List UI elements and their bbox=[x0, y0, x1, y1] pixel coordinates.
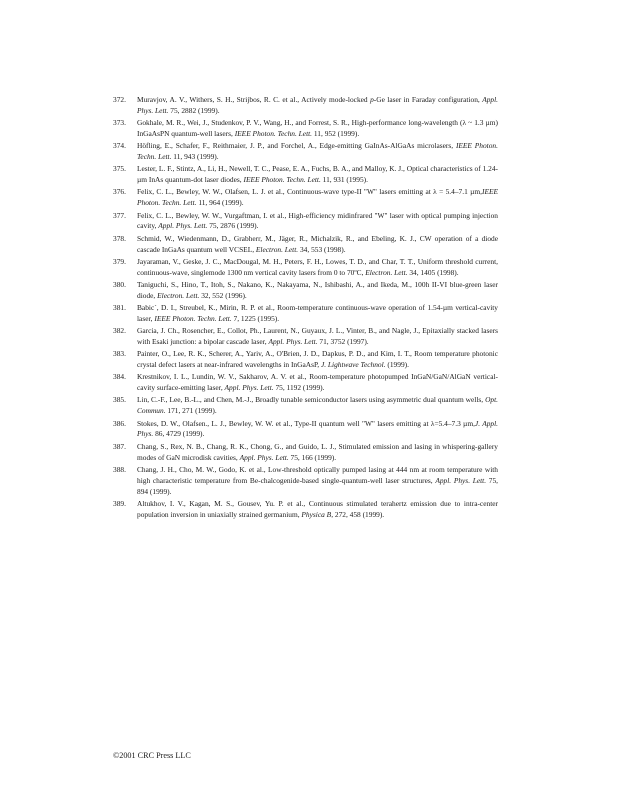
reference-entry bbox=[113, 164, 498, 186]
reference-entry bbox=[113, 234, 498, 256]
reference-journal: J. Lightwave Technol. bbox=[320, 360, 386, 370]
reference-text bbox=[137, 95, 498, 117]
reference-number: 382. bbox=[113, 326, 126, 336]
reference-entry bbox=[113, 95, 498, 117]
reference-segment: 75, 894 (1999). bbox=[137, 475, 499, 496]
reference-segment: 171, 271 (1999). bbox=[165, 406, 217, 416]
reference-segment: 34, 553 (1998). bbox=[298, 244, 346, 254]
reference-entry bbox=[113, 395, 498, 417]
reference-segment: 11, 964 (1999). bbox=[196, 198, 244, 208]
reference-number: 384. bbox=[113, 372, 126, 382]
reference-segment: Muravjov, A. V., Withers, S. H., Strijbos, R. C. et al., Actively mode-locked bbox=[137, 95, 371, 104]
reference-segment: 11, 931 (1995). bbox=[320, 175, 368, 185]
reference-segment: Taniguchi, S., Hino, T., Itoh, S., Nakano, K., Nakayama, N., Ishibashi, A., and Ikeda, M., 100h II-VI blue-green laser diode, bbox=[137, 279, 498, 300]
reference-text bbox=[137, 164, 498, 186]
reference-segment: 34, 1405 (1998). bbox=[407, 267, 459, 277]
reference-entry bbox=[113, 141, 498, 163]
reference-segment: -Ge laser in Faraday configuration, bbox=[373, 95, 483, 104]
reference-segment: Jayaraman, V., Geske, J. C., MacDougal, M. H., Peters, F. H., Lowes, T. D., and Char, T. T., Uniform threshold current, continuous-wave, singlemode 1300 nm vertical cavity lasers from 0 to 70ºC, bbox=[137, 256, 498, 277]
reference-journal: Electron. Lett. bbox=[255, 244, 299, 254]
reference-entry bbox=[113, 326, 498, 348]
reference-text bbox=[137, 141, 498, 163]
reference-number: 372. bbox=[113, 95, 126, 104]
reference-text bbox=[137, 234, 498, 256]
reference-segment: 75, 166 (1999). bbox=[288, 452, 337, 462]
reference-segment: Altukhov, I. V., Kagan, M. S., Gousev, Yu. P. et al., Continuous stimulated terahertz emission due to intra-center population inversion in uniaxially strained germanium, bbox=[137, 498, 498, 519]
reference-entry bbox=[113, 303, 498, 325]
reference-segment: 7, 1225 (1995). bbox=[231, 313, 280, 323]
reference-number: 379. bbox=[113, 256, 126, 266]
reference-number: 387. bbox=[113, 441, 126, 451]
reference-segment: Schmid, W., Wiedenmann, D., Grabherr, M., Jäger, R., Michalzik, R., and Ebeling, K. J., CW operation of a diode cascade InGaAs quantum well VCSEL, bbox=[137, 233, 498, 254]
reference-segment: Babic´, D. I., Streubel, K., Mirin, R. P. et al., Room-temperature continuous-wave operation of 1.54-µm vertical-cavity laser, bbox=[137, 302, 498, 323]
reference-number: 380. bbox=[113, 279, 126, 289]
reference-list bbox=[113, 95, 498, 522]
reference-segment: Krestnikov, I. L., Lundin, W. V., Sakharov, A. V. et al., Room-temperature photopumped InGaN/GaN/AlGaN vertical-cavity surface-emitting laser, bbox=[137, 372, 498, 393]
reference-text bbox=[137, 349, 498, 371]
reference-segment: Lester, L. F., Stintz, A., Li, H., Newell, T. C., Pease, E. A., Fuchs, B. A., and Malloy, K. J., Optical characteristics of 1.24-µm InAs quantum-dot laser diodes, bbox=[137, 164, 498, 185]
reference-entry bbox=[113, 257, 498, 279]
reference-number: 375. bbox=[113, 164, 126, 174]
reference-text bbox=[137, 303, 498, 325]
reference-text bbox=[137, 257, 498, 279]
reference-segment: Gokhale, M. R., Wei, J., Studenkov, P. V., Wang, H., and Forrest, S. R., High-performance long-wavelength (λ ~ 1.3 µm) InGaAsPN quantum-well lasers, bbox=[137, 118, 498, 139]
reference-number: 389. bbox=[113, 498, 126, 508]
reference-entry bbox=[113, 442, 498, 464]
reference-entry bbox=[113, 499, 498, 521]
reference-number: 374. bbox=[113, 141, 126, 151]
reference-number: 377. bbox=[113, 210, 126, 220]
reference-text bbox=[137, 326, 498, 348]
reference-entry bbox=[113, 419, 498, 441]
reference-entry bbox=[113, 349, 498, 371]
reference-segment: (1999). bbox=[385, 360, 409, 370]
reference-text bbox=[137, 442, 498, 464]
reference-text bbox=[137, 465, 498, 498]
reference-segment: 75, 2882 (1999). bbox=[168, 105, 220, 115]
reference-number: 376. bbox=[113, 187, 126, 197]
copyright-footer: ©2001 CRC Press LLC bbox=[113, 751, 191, 760]
reference-segment: Painter, O., Lee, R. K., Scherer, A., Yariv, A., O'Brien, J. D., Dapkus, P. D., and Kim, I. T., Room temperature photonic crystal defect lasers at near-infrared wavelengths in InGaAsP, bbox=[137, 349, 498, 370]
reference-journal: J. Appl. Phys. bbox=[137, 418, 499, 439]
reference-text bbox=[137, 372, 498, 394]
reference-segment: , 272, 458 (1999). bbox=[331, 509, 385, 519]
reference-segment: Felix, C. L., Bewley, W. W., Vurgaftman, I. et al., High-efficiency midinfrared "W" laser with optical pumping injection cavity, bbox=[137, 210, 498, 231]
reference-journal: Electron. Lett. bbox=[365, 267, 408, 277]
reference-text bbox=[137, 211, 498, 233]
reference-number: 383. bbox=[113, 349, 126, 359]
reference-journal: p bbox=[370, 95, 374, 104]
reference-entry bbox=[113, 187, 498, 209]
reference-journal: Appl. Phys. Lett. bbox=[435, 475, 487, 485]
reference-text bbox=[137, 280, 498, 302]
reference-journal: Opt. Commun. bbox=[137, 395, 498, 416]
reference-text bbox=[137, 419, 498, 441]
reference-number: 378. bbox=[113, 233, 126, 243]
reference-journal: IEEE Photon. Techn. Lett. bbox=[154, 313, 232, 323]
reference-segment: 32, 552 (1996). bbox=[199, 290, 247, 300]
reference-journal: Appl. Phys. Lett. bbox=[239, 452, 289, 462]
reference-number: 388. bbox=[113, 464, 126, 474]
reference-journal: Appl. Phys. Lett. bbox=[224, 383, 274, 393]
reference-number: 373. bbox=[113, 118, 126, 128]
reference-entry bbox=[113, 211, 498, 233]
reference-journal: IEEE Photon. Techn. Lett. bbox=[243, 175, 321, 185]
reference-text bbox=[137, 395, 498, 417]
reference-number: 381. bbox=[113, 302, 126, 312]
reference-segment: Lin, C.-F., Lee, B.-L., and Chen, M.-J., Broadly tunable semiconductor lasers using asymmetric dual quantum wells, bbox=[137, 395, 486, 405]
reference-segment: 11, 952 (1999). bbox=[312, 129, 360, 139]
reference-journal: Appl. Phys. Lett. bbox=[137, 95, 498, 115]
reference-number: 386. bbox=[113, 418, 126, 428]
reference-segment: Chang, J. H., Cho, M. W., Godo, K. et al., Low-threshold optically pumped lasing at 444 nm at room temperature with high characteristic temperature from Be-chalcogenide-based single-quantum-well laser structures, bbox=[137, 464, 498, 485]
reference-journal: Electron. Lett. bbox=[157, 290, 200, 300]
reference-journal: IEEE Photon. Techn. Lett. bbox=[137, 141, 498, 162]
reference-journal: Physica B bbox=[301, 509, 332, 519]
reference-entry bbox=[113, 280, 498, 302]
reference-entry bbox=[113, 118, 498, 140]
reference-text bbox=[137, 118, 498, 140]
reference-segment: 75, 2876 (1999). bbox=[207, 221, 259, 231]
reference-journal: IEEE Photon. Techn. Lett. bbox=[137, 187, 498, 208]
reference-segment: Garcia, J. Ch., Rosencher, E., Collot, Ph., Laurent, N., Guyaux, J. L., Vinter, B., and Nagle, J., Epitaxially stacked lasers with Esaki junction: a bipolar cascade laser, bbox=[137, 326, 498, 346]
reference-journal: Appl. Phys. Lett. bbox=[158, 221, 208, 231]
reference-segment: Stokes, D. W., Olafsen., L. J., Bewley, W. W. et al., Type-II quantum well "W" lasers emitting at λ=5.4–7.3 µm, bbox=[137, 418, 475, 428]
reference-segment: 71, 3752 (1997). bbox=[317, 337, 369, 346]
reference-segment: Chang, S., Rex, N. B., Chang, R. K., Chong, G., and Guido, L. J., Stimulated emission and lasing in whispering-gallery modes of GaN microdisk cavities, bbox=[137, 441, 498, 462]
reference-segment: 75, 1192 (1999). bbox=[273, 383, 325, 393]
reference-segment: Höfling, E., Schafer, F., Reithmaier, J. P., and Forchel, A., Edge-emitting GaInAs-AlGaAs microlasers, bbox=[137, 141, 456, 151]
reference-text bbox=[137, 187, 498, 209]
reference-number: 385. bbox=[113, 395, 126, 405]
reference-segment: 11, 943 (1999). bbox=[171, 152, 219, 162]
reference-entry bbox=[113, 372, 498, 394]
reference-segment: Felix, C. L., Bewley, W. W., Olafsen, L. J. et al., Continuous-wave type-II "W" lasers emitting at λ = 5.4–7.1 µm, bbox=[137, 187, 482, 197]
reference-journal: Appl. Phys. Lett. bbox=[268, 337, 318, 346]
reference-entry bbox=[113, 465, 498, 498]
reference-text bbox=[137, 499, 498, 521]
reference-journal: IEEE Photon. Techn. Lett. bbox=[234, 129, 313, 139]
reference-segment: 86, 4729 (1999). bbox=[153, 429, 205, 439]
